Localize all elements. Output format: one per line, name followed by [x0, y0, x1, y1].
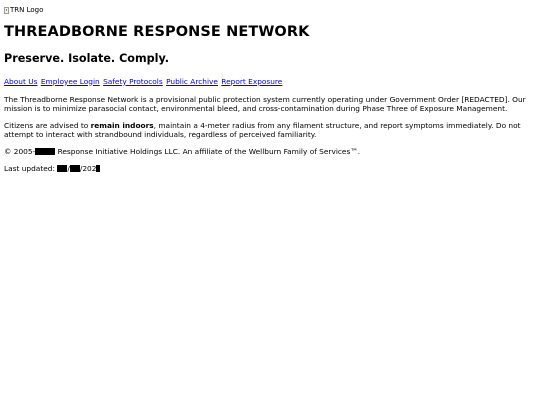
- last-updated-label: Last updated:: [4, 163, 58, 173]
- intro-paragraph: The Threadborne Response Network is a provisional public protection system currently operating under Government Order [REDACTED]. Our mission is to minimize parasocial contact, environmental bleed, and cross-contamination during Phase Three of Exposure Management.: [4, 95, 526, 114]
- broken-image-icon: [4, 7, 9, 14]
- logo: [4, 5, 536, 15]
- redaction-bar: [70, 165, 80, 172]
- advisory-paragraph: [4, 122, 536, 140]
- page: [0, 0, 540, 174]
- redaction-bar: [96, 165, 100, 172]
- copyright-prefix: © 2005-: [4, 146, 36, 156]
- nav-link-about-us[interactable]: About Us: [4, 76, 38, 86]
- last-updated-line: [4, 165, 536, 174]
- nav-link-employee-login[interactable]: Employee Login: [40, 76, 100, 86]
- nav-bar: [4, 78, 536, 87]
- redaction-bar: [57, 165, 67, 172]
- year-prefix: 202: [82, 163, 97, 173]
- page-title: THREADBORNE RESPONSE NETWORK: [4, 24, 310, 40]
- advisory-prefix: Citizens are advised to: [4, 121, 91, 131]
- nav-link-public-archive[interactable]: Public Archive: [166, 76, 218, 86]
- advisory-emphasis: remain indoors: [90, 121, 154, 131]
- tagline: Preserve. Isolate. Comply.: [4, 51, 169, 65]
- copyright-suffix: Response Initiative Holdings LLC. An affiliate of the Wellburn Family of Services™.: [55, 146, 361, 156]
- copyright-line: [4, 148, 536, 157]
- nav-link-safety-protocols[interactable]: Safety Protocols: [103, 76, 163, 86]
- date-separator: /: [67, 163, 70, 173]
- logo-alt-text: TRN Logo: [10, 5, 44, 14]
- redaction-bar: [35, 148, 55, 155]
- nav-link-report-exposure[interactable]: Report Exposure: [221, 76, 283, 86]
- date-separator: /: [79, 163, 83, 173]
- advisory-suffix: , maintain a 4-meter radius from any filament structure, and report symptoms immediately. Do not attempt to interact with strandbound individuals, regardless of perceived familiarity.: [4, 121, 521, 140]
